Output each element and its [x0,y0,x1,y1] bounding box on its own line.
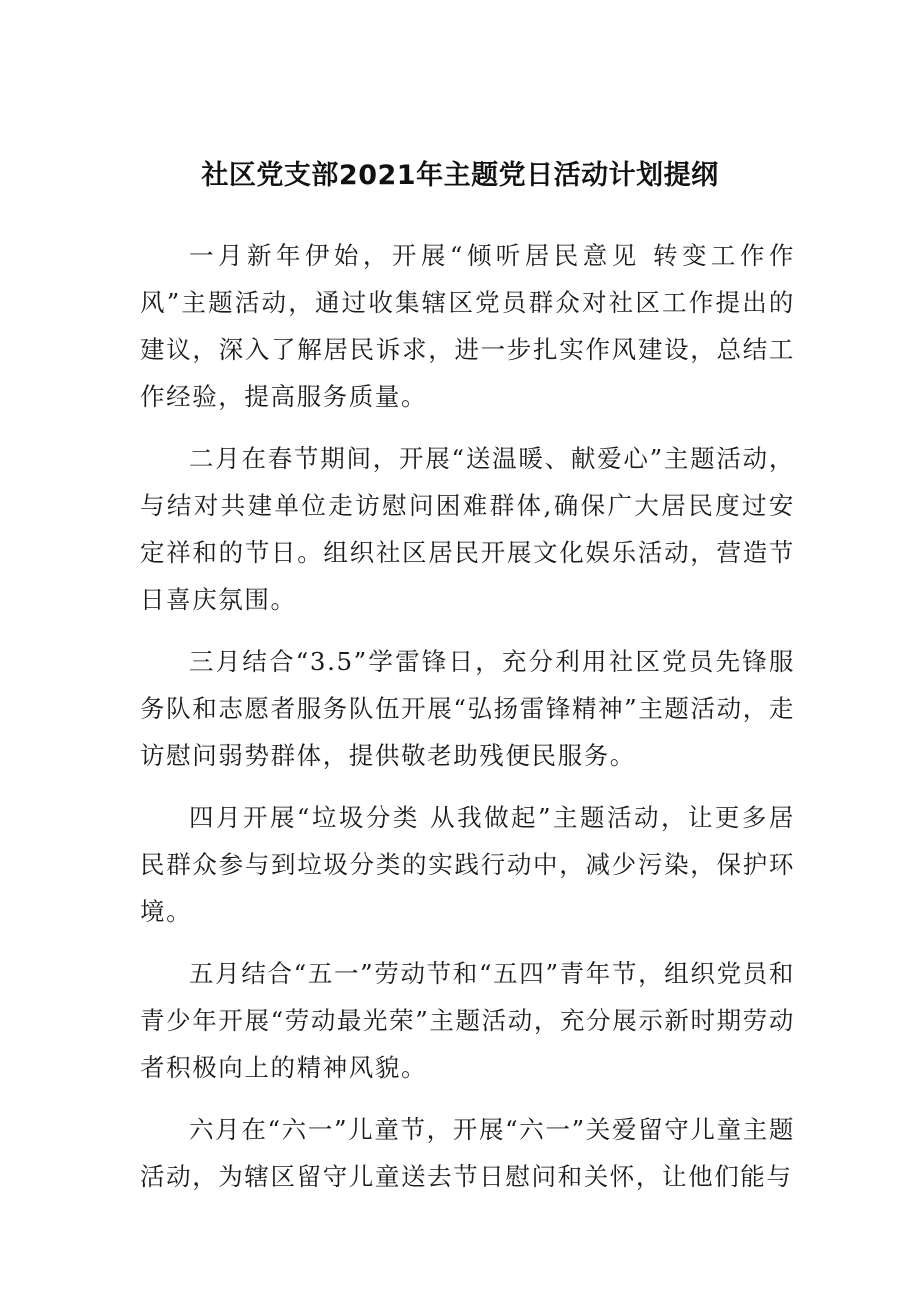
paragraph-january: 一月新年伊始，开展“倾听居民意见 转变工作作风”主题活动，通过收集辖区党员群众对社区工作提出的建议，深入了解居民诉求，进一步扎实作风建设，总结工作经验，提高服务质量。 [140,241,795,411]
paragraph-may: 五月结合“五一”劳动节和“五四”青年节，组织党员和青少年开展“劳动最光荣”主题活动，充分展示新时期劳动者积极向上的精神风貌。 [140,959,795,1082]
document-title: 社区党支部2021年主题党日活动计划提纲 [201,160,719,192]
paragraph-march: 三月结合“3.5”学雷锋日，充分利用社区党员先锋服务队和志愿者服务队伍开展“弘扬雷锋精神”主题活动，走访慰问弱势群体，提供敬老助残便民服务。 [140,647,795,770]
document-body [140,232,795,1215]
paragraph-february: 二月在春节期间，开展“送温暖、献爱心”主题活动，与结对共建单位走访慰问困难群体,确保广大居民度过安定祥和的节日。组织社区居民开展文化娱乐活动，营造节日喜庆氛围。 [140,444,795,614]
paragraph-june: 六月在“六一”儿童节，开展“六一”关爱留守儿童主题活动，为辖区留守儿童送去节日慰问和关怀，让他们能与 [140,1115,795,1191]
paragraph-april: 四月开展“垃圾分类 从我做起”主题活动，让更多居民群众参与到垃圾分类的实践行动中，减少污染，保护环境。 [140,803,795,926]
